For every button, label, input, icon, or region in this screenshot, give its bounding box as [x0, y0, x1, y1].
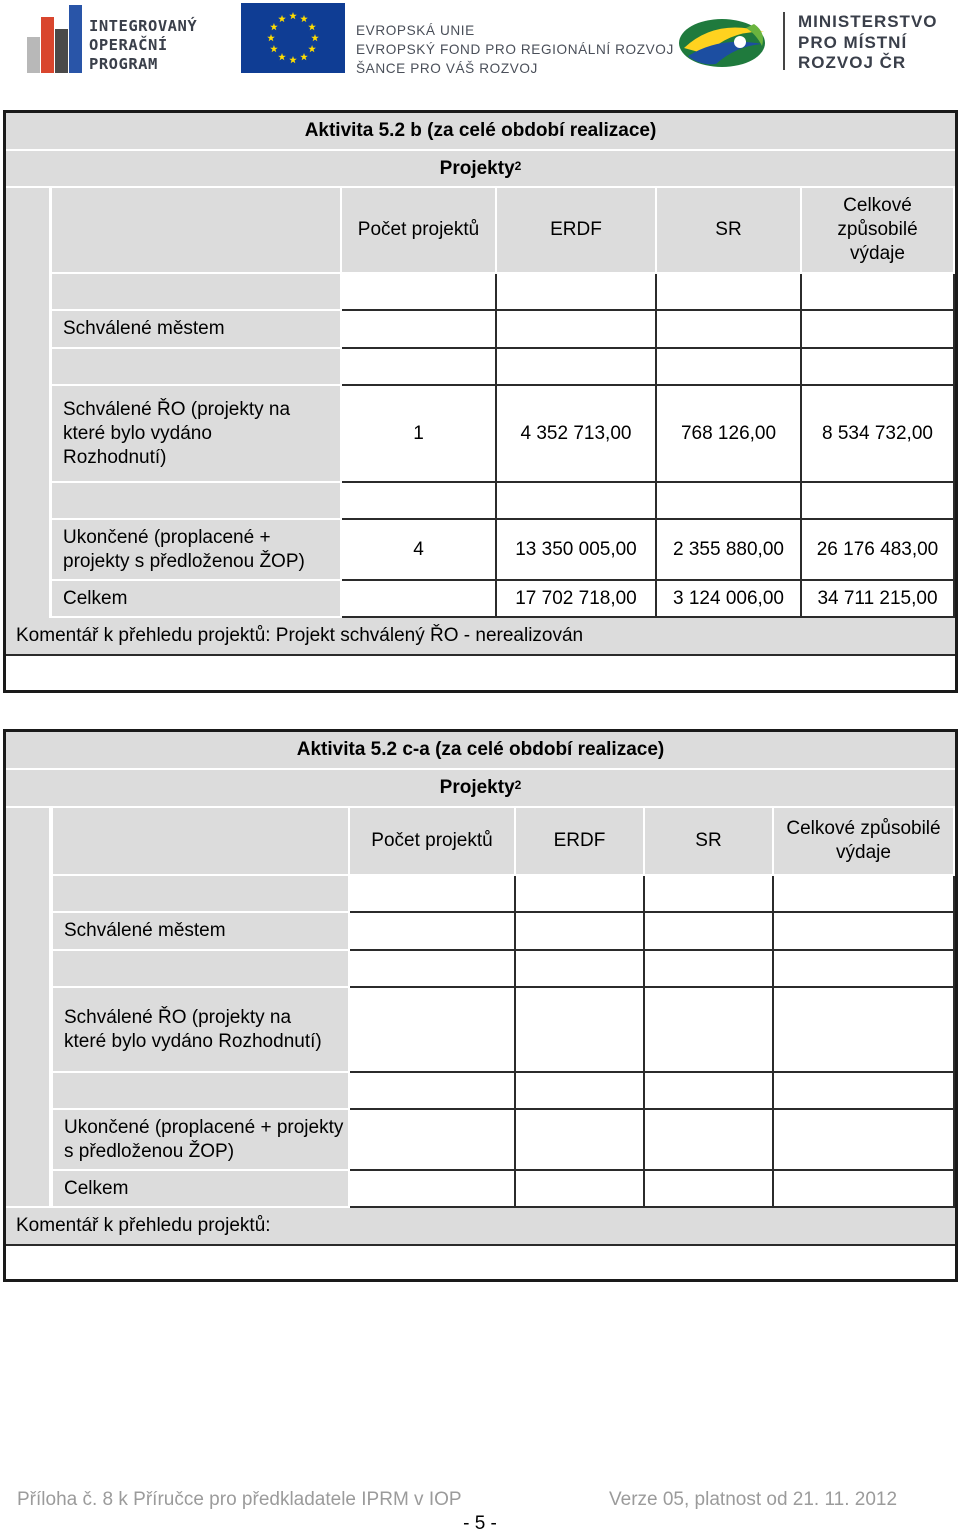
column-header: ERDF [516, 808, 645, 876]
empty-cell [52, 349, 342, 386]
value-cell: 1 [342, 386, 497, 483]
value-cell: 26 176 483,00 [802, 520, 955, 581]
value-cell: 2 355 880,00 [657, 520, 802, 581]
mmr-logo-text [798, 12, 938, 74]
empty-cell [802, 483, 955, 520]
eu-logo-line: EVROPSKÝ FOND PRO REGIONÁLNÍ ROZVOJ [356, 42, 674, 57]
row-label: Ukončené (proplacené + projekty s předloženou ŽOP) [52, 520, 342, 581]
footer-version: Verze 05, platnost od 21. 11. 2012 [609, 1489, 898, 1510]
value-cell [497, 311, 657, 349]
eu-flag-icon [241, 3, 345, 73]
eu-logo-text [356, 21, 674, 78]
eu-star-icon [308, 23, 316, 30]
table-subtitle: Projekty $^2$ [6, 151, 955, 188]
value-cell: 768 126,00 [657, 386, 802, 483]
mmr-logo-line: ROZVOJ ČR [798, 53, 907, 72]
empty-cell [53, 1073, 350, 1110]
table-row [6, 520, 955, 581]
value-cell [645, 988, 774, 1073]
value-cell: 3 124 006,00 [657, 581, 802, 618]
empty-cell [52, 483, 342, 520]
empty-cell [516, 951, 645, 988]
iop-logo-bar [69, 5, 82, 73]
spacer-row [6, 274, 955, 311]
value-cell [802, 311, 955, 349]
value-cell [645, 913, 774, 951]
table-row [6, 386, 955, 483]
eu-star-icon [278, 15, 286, 22]
eu-star-icon [278, 53, 286, 60]
iop-logo-bar [41, 17, 54, 73]
spacer-row [6, 349, 955, 386]
value-cell [774, 913, 955, 951]
empty-cell [497, 483, 657, 520]
eu-star-icon [311, 34, 319, 41]
eu-star-icon [267, 34, 275, 41]
empty-cell [342, 483, 497, 520]
empty-cell [350, 876, 516, 913]
empty-cell [774, 876, 955, 913]
row-label: Ukončené (proplacené + projekty s předloženou ŽOP) [53, 1110, 350, 1171]
mmr-logo-line: MINISTERSTVO [798, 12, 938, 31]
value-cell: 13 350 005,00 [497, 520, 657, 581]
empty-cell [645, 951, 774, 988]
value-cell [342, 311, 497, 349]
empty-cell [657, 349, 802, 386]
column-header: Celkové způsobilé výdaje [802, 188, 955, 274]
value-cell [645, 1171, 774, 1208]
value-cell: 4 [342, 520, 497, 581]
empty-cell [774, 951, 955, 988]
spacer-row [6, 876, 955, 913]
column-header: Celkové způsobilé výdaje [774, 808, 955, 876]
empty-cell [342, 349, 497, 386]
iop-logo-bar [55, 29, 68, 73]
spacer-row [6, 483, 955, 520]
empty-cell [342, 274, 497, 311]
eu-star-icon [300, 53, 308, 60]
value-cell [774, 1110, 955, 1171]
empty-cell [645, 1073, 774, 1110]
empty-cell [350, 1073, 516, 1110]
empty-cell [516, 1073, 645, 1110]
iop-logo-line: INTEGROVANÝ [89, 17, 198, 35]
table-row [6, 913, 955, 951]
eu-logo-line: ŠANCE PRO VÁŠ ROZVOJ [356, 61, 538, 76]
value-cell [645, 1110, 774, 1171]
empty-cell [53, 951, 350, 988]
iop-logo-text [89, 17, 197, 74]
row-label: Schválené městem [53, 913, 350, 951]
value-cell: 4 352 713,00 [497, 386, 657, 483]
column-header: Počet projektů [342, 188, 497, 274]
value-cell [774, 988, 955, 1073]
value-cell [350, 1171, 516, 1208]
empty-cell [497, 349, 657, 386]
value-cell [516, 1171, 645, 1208]
column-header-row [6, 188, 955, 274]
eu-star-icon [270, 23, 278, 30]
empty-cell [802, 274, 955, 311]
table-title: Aktivita 5.2 b (za celé období realizace) [6, 113, 955, 151]
empty-cell [774, 1073, 955, 1110]
spacer-row [6, 1073, 955, 1110]
eu-star-icon [308, 45, 316, 52]
page-number: - 5 - [463, 1513, 497, 1531]
header-logos [0, 0, 960, 90]
value-cell [516, 1110, 645, 1171]
row-label: Schválené městem [52, 311, 342, 349]
empty-cell [657, 274, 802, 311]
column-header: Počet projektů [350, 808, 516, 876]
eu-star-icon [270, 45, 278, 52]
iop-logo [27, 3, 217, 75]
footer-document-title: Příloha č. 8 k Příručce pro předkladatele IPRM v IOP [17, 1489, 462, 1510]
eu-star-icon [289, 12, 297, 19]
value-cell: 17 702 718,00 [497, 581, 657, 618]
activity-table-5-2-b [3, 110, 958, 693]
table-title: Aktivita 5.2 c-a (za celé období realizace) [6, 732, 955, 770]
eu-logo-line: EVROPSKÁ UNIE [356, 23, 475, 38]
comment-row: Komentář k přehledu projektů: [6, 1208, 955, 1246]
column-header: ERDF [497, 188, 657, 274]
table-row [6, 1110, 955, 1171]
iop-logo-line: PROGRAM [89, 55, 158, 73]
iop-logo-bar [27, 37, 40, 73]
activity-table-5-2-c-a [3, 729, 958, 1282]
mmr-logo-line: PRO MÍSTNÍ [798, 32, 908, 52]
empty-cell [497, 274, 657, 311]
empty-cell [645, 876, 774, 913]
table-subtitle: Projekty $^2$ [6, 770, 955, 808]
empty-cell [802, 349, 955, 386]
spacer-row [6, 951, 955, 988]
column-header: SR [645, 808, 774, 876]
empty-cell [350, 951, 516, 988]
empty-cell [52, 274, 342, 311]
table-row [6, 988, 955, 1073]
mmr-separator [783, 12, 785, 70]
table-row [6, 311, 955, 349]
value-cell [350, 988, 516, 1073]
corner-cell [53, 808, 350, 876]
eu-star-icon [289, 56, 297, 63]
value-cell: 34 711 215,00 [802, 581, 955, 618]
empty-cell [53, 876, 350, 913]
row-label: Schválené ŘO (projekty na které bylo vydáno Rozhodnutí) [53, 988, 350, 1073]
table-row-total [6, 581, 955, 618]
mmr-emblem-icon [676, 12, 771, 72]
value-cell [516, 988, 645, 1073]
comment-row: Komentář k přehledu projektů: Projekt schválený ŘO - nerealizován [6, 618, 955, 656]
value-cell: 8 534 732,00 [802, 386, 955, 483]
row-label: Celkem [52, 581, 342, 618]
corner-cell [52, 188, 342, 274]
empty-cell [657, 483, 802, 520]
value-cell [350, 913, 516, 951]
empty-cell [516, 876, 645, 913]
table-row-total [6, 1171, 955, 1208]
column-header: SR [657, 188, 802, 274]
value-cell [657, 311, 802, 349]
column-header-row [6, 808, 955, 876]
row-label: Schválené ŘO (projekty na které bylo vydáno Rozhodnutí) [52, 386, 342, 483]
value-cell [350, 1110, 516, 1171]
row-label: Celkem [53, 1171, 350, 1208]
value-cell [774, 1171, 955, 1208]
value-cell [516, 913, 645, 951]
eu-star-icon [300, 15, 308, 22]
iop-logo-line: OPERAČNÍ [89, 36, 168, 54]
value-cell [342, 581, 497, 618]
